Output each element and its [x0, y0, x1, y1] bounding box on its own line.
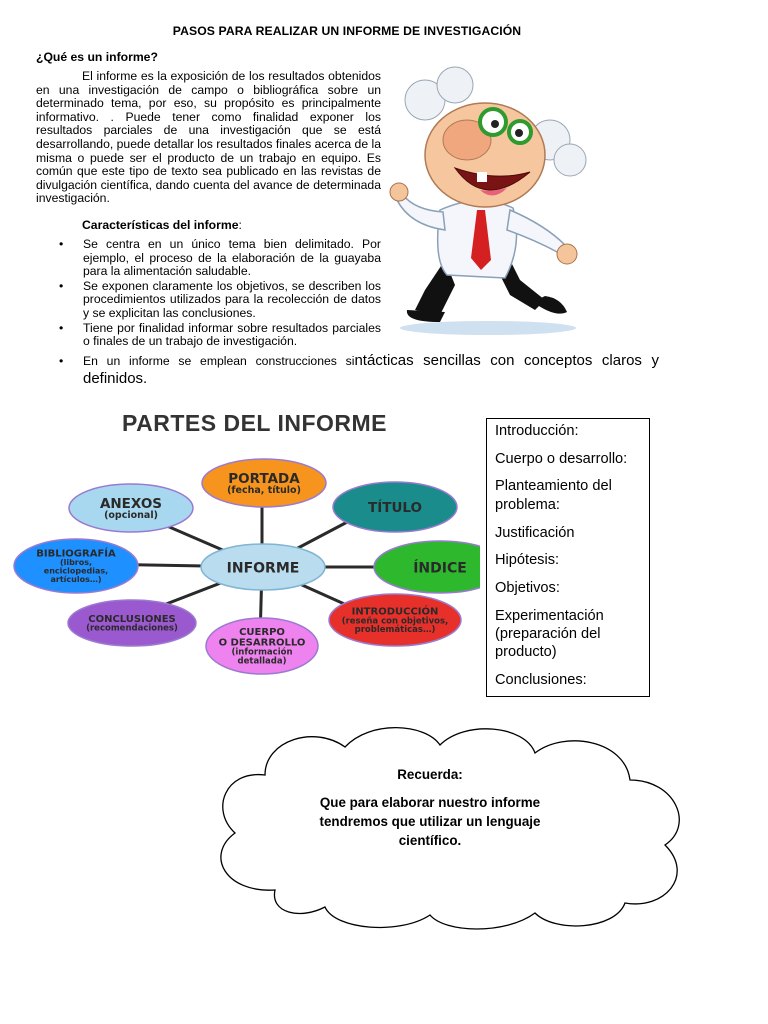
- node-bibliografia: [14, 539, 138, 593]
- left-shoe-shape: [407, 310, 445, 322]
- parts-list-item: Experimentación (preparación del producto): [495, 607, 604, 661]
- characteristics-heading-colon: :: [238, 218, 242, 232]
- left-arm-shape: [397, 195, 445, 230]
- characteristics-heading-text: Características del informe: [82, 218, 239, 232]
- list-item-text: Tiene por finalidad informar sobre resultados parciales o finales de un trabajo de investigación.: [83, 320, 381, 349]
- node-cuerpo-label: (información: [231, 647, 293, 658]
- bullet-icon: •: [59, 320, 64, 335]
- node-conclusiones: [68, 600, 196, 646]
- hair-shape: [554, 144, 586, 176]
- bullet-icon: •: [59, 354, 64, 368]
- node-anexos: [69, 484, 193, 532]
- node-introduccion-label: INTRODUCCIÓN: [351, 606, 439, 618]
- node-conclusiones-label: CONCLUSIONES: [88, 613, 176, 625]
- node-anexos-label: ANEXOS: [99, 496, 163, 513]
- eye-shape: [491, 120, 499, 128]
- question-heading: ¿Qué es un informe?: [36, 50, 158, 64]
- list-item-text: Se centra en un único tema bien delimitado. Por ejemplo, el proceso de la elaboración de la guayaba para la alimentación saludable.: [83, 237, 381, 279]
- node-cuerpo-label: CUERPO: [239, 627, 285, 639]
- characteristics-list: [36, 238, 381, 350]
- reminder-heading: Recuerda:: [397, 767, 463, 782]
- node-indice: [374, 541, 480, 593]
- parts-list-item: Objetivos:: [495, 579, 560, 596]
- node-introduccion-label: (reseña con objetivos,: [341, 616, 449, 627]
- list-item: [36, 280, 381, 321]
- node-portada-label: PORTADA: [228, 471, 300, 488]
- list-item-text: Se exponen claramente los objetivos, se describen los procedimientos utilizados para la recolección de datos y se explicitan las conclusiones.: [83, 278, 381, 320]
- last-item-large-text: ntácticas sencillas con conceptos claros y definidos.: [83, 352, 659, 387]
- node-cuerpo-label: O DESARROLLO: [218, 637, 306, 649]
- node-bibliografia-label: enciclopedias,: [43, 566, 109, 576]
- nodes-layer: [14, 459, 480, 674]
- right-hand-shape: [557, 244, 577, 264]
- scientist-illustration: [385, 60, 600, 345]
- bullet-icon: •: [59, 278, 64, 293]
- parts-list-item: Conclusiones:: [495, 672, 587, 689]
- list-item-text: [83, 352, 659, 388]
- node-center: [201, 544, 325, 590]
- left-hand-shape: [390, 183, 408, 201]
- hair-shape: [437, 67, 473, 103]
- reminder-text-block: [295, 765, 565, 850]
- intro-paragraph: El informe es la exposición de los resultados obtenidos en una investigación de campo o bibliográfica sobre un determinado tema, por eso, su propósito es principalmente informativo. . Puede tener como finalidad exponer los resultados parciales de una investigación que se está desarrollando, puede detallar los resultados finales acerca de la misma o puede ser el producto de un trabajo en equipo. Es común que este tipo de texto sea publicado en las revistas de divulgación científica, dando cuenta del avance de determinada investigación.: [36, 69, 381, 206]
- node-indice-label: ÍNDICE: [413, 560, 467, 577]
- node-conclusiones-label: (recomendaciones): [86, 623, 178, 634]
- parts-diagram: [0, 440, 480, 680]
- bullet-icon: •: [59, 237, 64, 251]
- characteristics-heading: [82, 218, 242, 232]
- eye-shape: [515, 129, 523, 137]
- node-portada-label: (fecha, título): [227, 485, 301, 497]
- parts-list-item: Introducción:: [495, 423, 579, 439]
- parts-list-item: Planteamiento del problema:: [495, 478, 612, 513]
- node-anexos-label: (opcional): [104, 510, 158, 522]
- node-bibliografia-label: (libros,: [59, 558, 93, 568]
- node-center-label: INFORME: [226, 560, 300, 577]
- node-portada: [202, 459, 326, 507]
- node-titulo-label: TÍTULO: [368, 500, 422, 517]
- list-item: [36, 238, 381, 279]
- diagram-title: PARTES DEL INFORME: [122, 410, 387, 436]
- reminder-body: Que para elaborar nuestro informe tendremos que utilizar un lenguaje científico.: [319, 795, 541, 848]
- parts-list-item: Justificación: [495, 524, 575, 541]
- node-cuerpo-label: detallada): [237, 656, 287, 667]
- list-item: [36, 322, 381, 349]
- last-item-small-text: En un informe se emplean construcciones si: [83, 354, 355, 368]
- node-bibliografia-label: artículos…): [50, 574, 102, 584]
- parts-list-box: [486, 418, 650, 697]
- parts-list-item: Hipótesis:: [495, 552, 560, 569]
- shadow-shape: [400, 321, 576, 335]
- node-cuerpo: [206, 618, 318, 674]
- node-introduccion: [329, 594, 461, 646]
- parts-list-item: Cuerpo o desarrollo:: [495, 450, 628, 467]
- node-introduccion-label: problemáticas…): [354, 625, 436, 636]
- node-titulo: [333, 482, 457, 532]
- page-title: PASOS PARA REALIZAR UN INFORME DE INVESTIGACIÓN: [172, 24, 522, 38]
- node-bibliografia-label: BIBLIOGRAFÍA: [36, 548, 116, 560]
- tooth-shape: [477, 172, 487, 182]
